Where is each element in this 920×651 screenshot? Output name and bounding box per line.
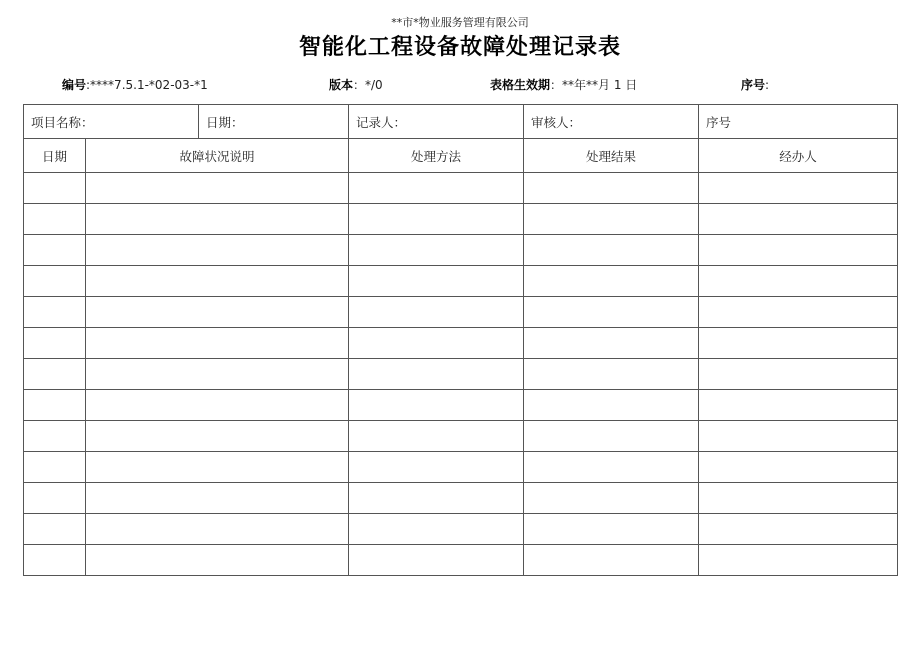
handling-method-cell[interactable] [349,328,524,359]
project-name-field[interactable]: 项目名称： [24,105,199,139]
date-cell[interactable] [24,328,86,359]
handler-cell[interactable] [699,421,898,452]
column-header-handling-result: 处理结果 [524,139,699,173]
date-cell[interactable] [24,173,86,204]
handling-method-cell[interactable] [349,297,524,328]
fault-description-cell[interactable] [86,297,349,328]
handling-result-cell[interactable] [524,235,699,266]
fault-description-cell[interactable] [86,204,349,235]
date-cell[interactable] [24,359,86,390]
fault-description-cell[interactable] [86,390,349,421]
handling-method-cell[interactable] [349,452,524,483]
date-cell[interactable] [24,545,86,576]
handler-cell[interactable] [699,514,898,545]
form-effective-date [490,76,637,94]
handling-result-cell[interactable] [524,204,699,235]
fault-description-cell[interactable] [86,235,349,266]
form-code [62,76,208,94]
handling-result-cell[interactable] [524,545,699,576]
form-serial-value: : [765,78,770,92]
fault-description-cell[interactable] [86,514,349,545]
date-cell[interactable] [24,452,86,483]
form-serial-number [741,76,769,94]
table-row [24,266,898,297]
handling-result-cell[interactable] [524,328,699,359]
table-row [24,452,898,483]
table-row [24,421,898,452]
form-effective-label: 表格生效期 [490,78,551,92]
date-cell[interactable] [24,483,86,514]
record-rows [24,173,898,576]
form-version [329,76,383,94]
fault-description-cell[interactable] [86,452,349,483]
handling-method-cell[interactable] [349,204,524,235]
column-header-row [24,139,898,173]
handling-method-cell[interactable] [349,483,524,514]
form-effective-value: ：**年**月 1 日 [550,78,638,92]
reviewer-field[interactable]: 审核人： [524,105,699,139]
handling-result-cell[interactable] [524,452,699,483]
fault-description-cell[interactable] [86,483,349,514]
date-cell[interactable] [24,204,86,235]
form-code-value: :****7.5.1-*02-03-*1 [86,78,208,92]
handling-result-cell[interactable] [524,421,699,452]
handler-cell[interactable] [699,390,898,421]
handling-method-cell[interactable] [349,173,524,204]
handler-cell[interactable] [699,328,898,359]
handler-cell[interactable] [699,235,898,266]
table-row [24,359,898,390]
column-header-date: 日期 [24,139,86,173]
handler-cell[interactable] [699,483,898,514]
handling-result-cell[interactable] [524,297,699,328]
handling-result-cell[interactable] [524,359,699,390]
form-code-label: 编号 [62,78,87,92]
handling-result-cell[interactable] [524,514,699,545]
table-row [24,483,898,514]
fault-description-cell[interactable] [86,359,349,390]
handler-cell[interactable] [699,266,898,297]
handler-cell[interactable] [699,173,898,204]
handler-cell[interactable] [699,545,898,576]
column-header-handling-method: 处理方法 [349,139,524,173]
table-row [24,235,898,266]
serial-number-field[interactable]: 序号 [699,105,898,139]
fault-description-cell[interactable] [86,266,349,297]
form-serial-label: 序号 [741,78,766,92]
date-cell[interactable] [24,421,86,452]
form-title: 智能化工程设备故障处理记录表 [298,35,621,60]
date-cell[interactable] [24,266,86,297]
table-row [24,328,898,359]
date-cell[interactable] [24,297,86,328]
handling-result-cell[interactable] [524,483,699,514]
handling-method-cell[interactable] [349,390,524,421]
table-row [24,204,898,235]
date-cell[interactable] [24,235,86,266]
handling-method-cell[interactable] [349,545,524,576]
info-row [24,105,898,139]
handling-result-cell[interactable] [524,390,699,421]
table-row [24,514,898,545]
handler-cell[interactable] [699,359,898,390]
handling-method-cell[interactable] [349,359,524,390]
handler-cell[interactable] [699,452,898,483]
column-header-fault-description: 故障状况说明 [86,139,349,173]
table-row [24,173,898,204]
table-row [24,545,898,576]
form-version-label: 版本 [329,78,354,92]
column-header-handler: 经办人 [699,139,898,173]
fault-description-cell[interactable] [86,173,349,204]
table-row [24,390,898,421]
date-cell[interactable] [24,390,86,421]
fault-record-table [23,104,898,576]
company-name: **市*物业服务管理有限公司 [391,16,529,29]
handler-cell[interactable] [699,204,898,235]
handling-method-cell[interactable] [349,266,524,297]
fault-description-cell[interactable] [86,545,349,576]
handling-method-cell[interactable] [349,421,524,452]
fault-description-cell[interactable] [86,421,349,452]
date-cell[interactable] [24,514,86,545]
form-version-value: ：*/0 [353,78,383,92]
date-field[interactable]: 日期： [199,105,349,139]
handling-method-cell[interactable] [349,235,524,266]
handling-method-cell[interactable] [349,514,524,545]
handler-cell[interactable] [699,297,898,328]
handling-result-cell[interactable] [524,173,699,204]
fault-description-cell[interactable] [86,328,349,359]
table-row [24,297,898,328]
recorder-field[interactable]: 记录人： [349,105,524,139]
handling-result-cell[interactable] [524,266,699,297]
